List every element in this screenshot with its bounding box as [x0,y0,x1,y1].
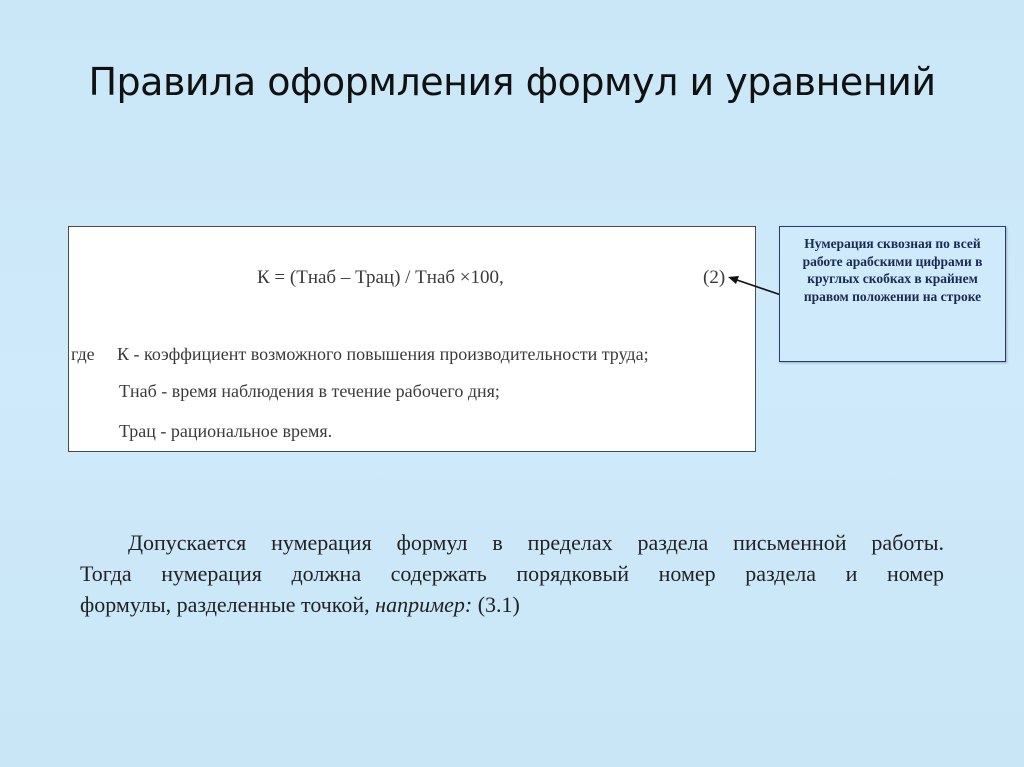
paragraph-line-1 [80,527,944,558]
example-value: (3.1) [472,592,520,617]
definition-tnab: Тнаб - время наблюдения в течение рабочего дня; [119,381,500,401]
formula-example-box [68,226,756,452]
paragraph-line-3 [80,589,944,620]
numbering-paragraph [80,527,944,620]
numbering-note-callout: Нумерация сквозная по всей работе арабскими цифрами в круглых скобках в крайнем правом положении на строке [779,226,1006,362]
definition-k: К - коэффициент возможного повышения производительности труда; [117,344,649,364]
paragraph-line-1-text: Допускается нумерация формул в пределах раздела письменной работы. [128,530,944,555]
formula-number: (2) [703,267,726,288]
paragraph-line-2: Тогда нумерация должна содержать порядковый номер раздела и номер [80,561,944,586]
where-label: где [71,344,95,364]
pointer-arrow-icon [726,270,786,300]
definition-trac: Трац - рациональное время. [119,421,333,441]
slide-title: Правила оформления формул и уравнений [88,60,936,104]
example-label: например: [375,592,473,617]
paragraph-line-3-text: формулы, разделенные точкой, [80,592,376,617]
formula-expression: К = (Тнаб – Трац) / Тнаб ×100, [257,267,504,288]
where-row [71,344,649,365]
